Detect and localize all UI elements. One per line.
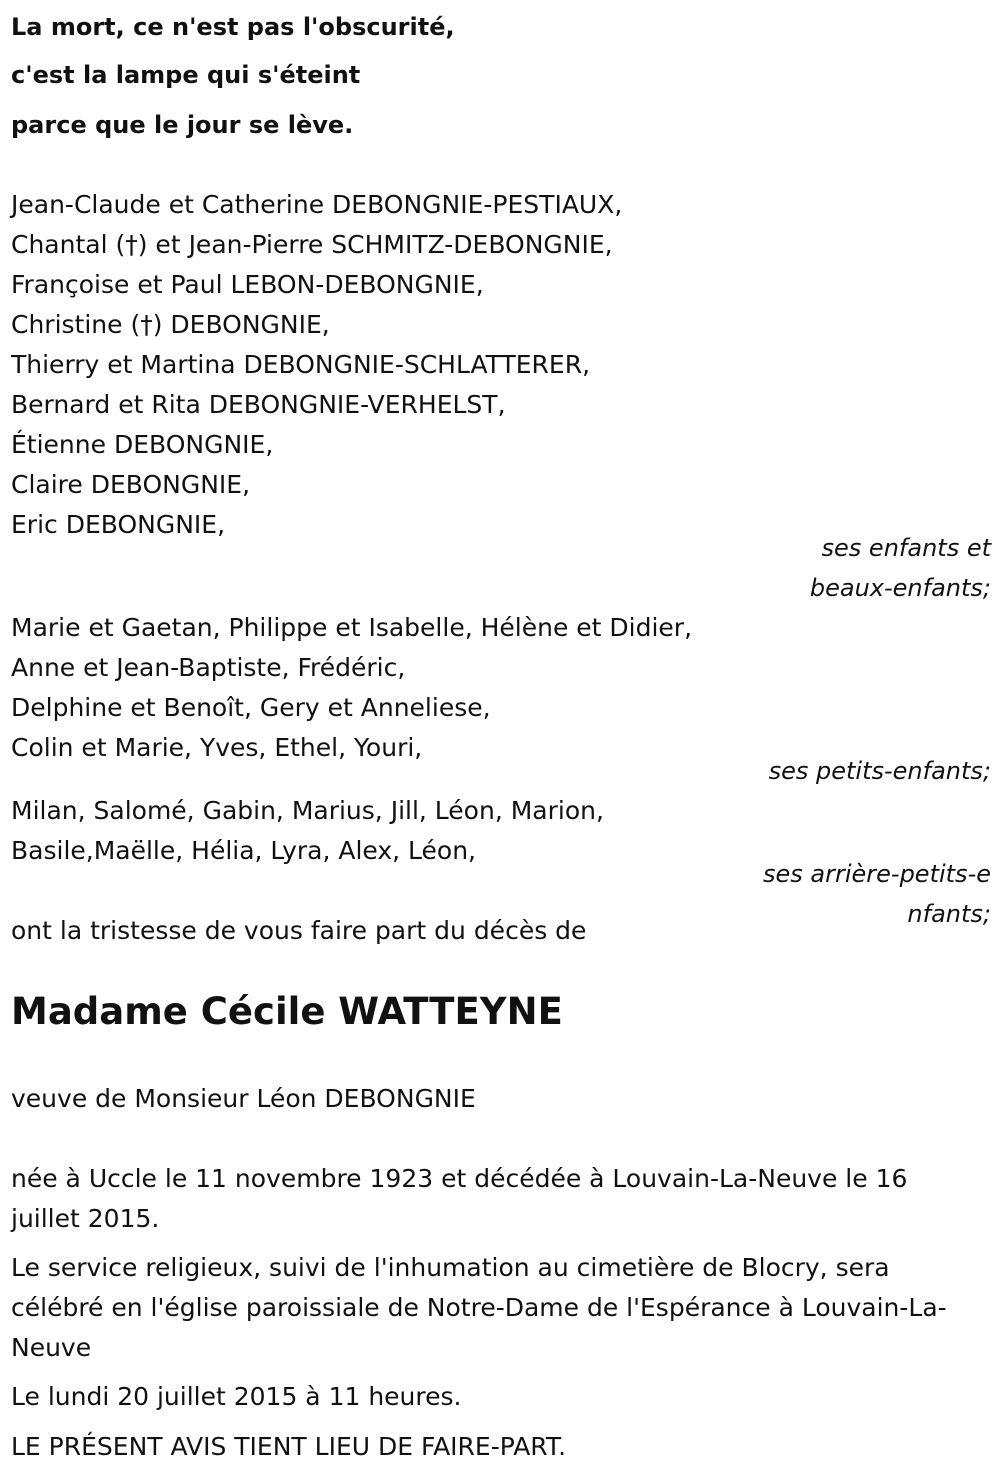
child-line: Christine (†) DEBONGNIE, <box>11 310 330 339</box>
quote-line-2: c'est la lampe qui s'éteint <box>11 61 361 89</box>
great-grandchildren-relation: ses arrière-petits-enfants; <box>763 860 991 928</box>
grandchild-line: Colin et Marie, Yves, Ethel, Youri, <box>11 733 423 762</box>
great-grandchild-line: Milan, Salomé, Gabin, Marius, Jill, Léon, Marion, <box>11 796 604 825</box>
grandchild-line: Delphine et Benoît, Gery et Anneliese, <box>11 693 491 722</box>
quote-line-3: parce que le jour se lève. <box>11 111 354 139</box>
children-relation: ses enfants et beaux-enfants; <box>809 534 991 602</box>
deceased-name: Madame Cécile WATTEYNE <box>11 990 563 1033</box>
widow-of: veuve de Monsieur Léon DEBONGNIE <box>11 1084 476 1113</box>
child-line: Claire DEBONGNIE, <box>11 470 251 499</box>
child-line: Chantal (†) et Jean-Pierre SCHMITZ-DEBONGNIE, <box>11 230 613 259</box>
announcement: ont la tristesse de vous faire part du décès de <box>11 916 587 945</box>
child-line: Françoise et Paul LEBON-DEBONGNIE, <box>11 270 484 299</box>
birth-death: née à Uccle le 11 novembre 1923 et décédée à Louvain-La-Neuve le 16 juillet 2015. <box>11 1164 908 1233</box>
faire-part-notice: LE PRÉSENT AVIS TIENT LIEU DE FAIRE-PART. <box>11 1432 567 1461</box>
child-line: Bernard et Rita DEBONGNIE-VERHELST, <box>11 390 506 419</box>
child-line: Thierry et Martina DEBONGNIE-SCHLATTERER, <box>11 350 591 379</box>
great-grandchild-line: Basile,Maëlle, Hélia, Lyra, Alex, Léon, <box>11 836 476 865</box>
grandchild-line: Anne et Jean-Baptiste, Frédéric, <box>11 653 406 682</box>
child-line: Étienne DEBONGNIE, <box>11 430 274 459</box>
grandchild-line: Marie et Gaetan, Philippe et Isabelle, Hélène et Didier, <box>11 613 693 642</box>
grandchildren-relation: ses petits-enfants; <box>768 757 991 785</box>
child-line: Jean-Claude et Catherine DEBONGNIE-PESTIAUX, <box>11 190 623 219</box>
child-line: Eric DEBONGNIE, <box>11 510 226 539</box>
service-info: Le service religieux, suivi de l'inhumation au cimetière de Blocry, sera célébré en l'église paroissiale de Notre-Dame de l'Espérance à Louvain-La-Neuve <box>11 1253 947 1362</box>
quote-line-1: La mort, ce n'est pas l'obscurité, <box>11 13 455 41</box>
service-date: Le lundi 20 juillet 2015 à 11 heures. <box>11 1382 462 1411</box>
